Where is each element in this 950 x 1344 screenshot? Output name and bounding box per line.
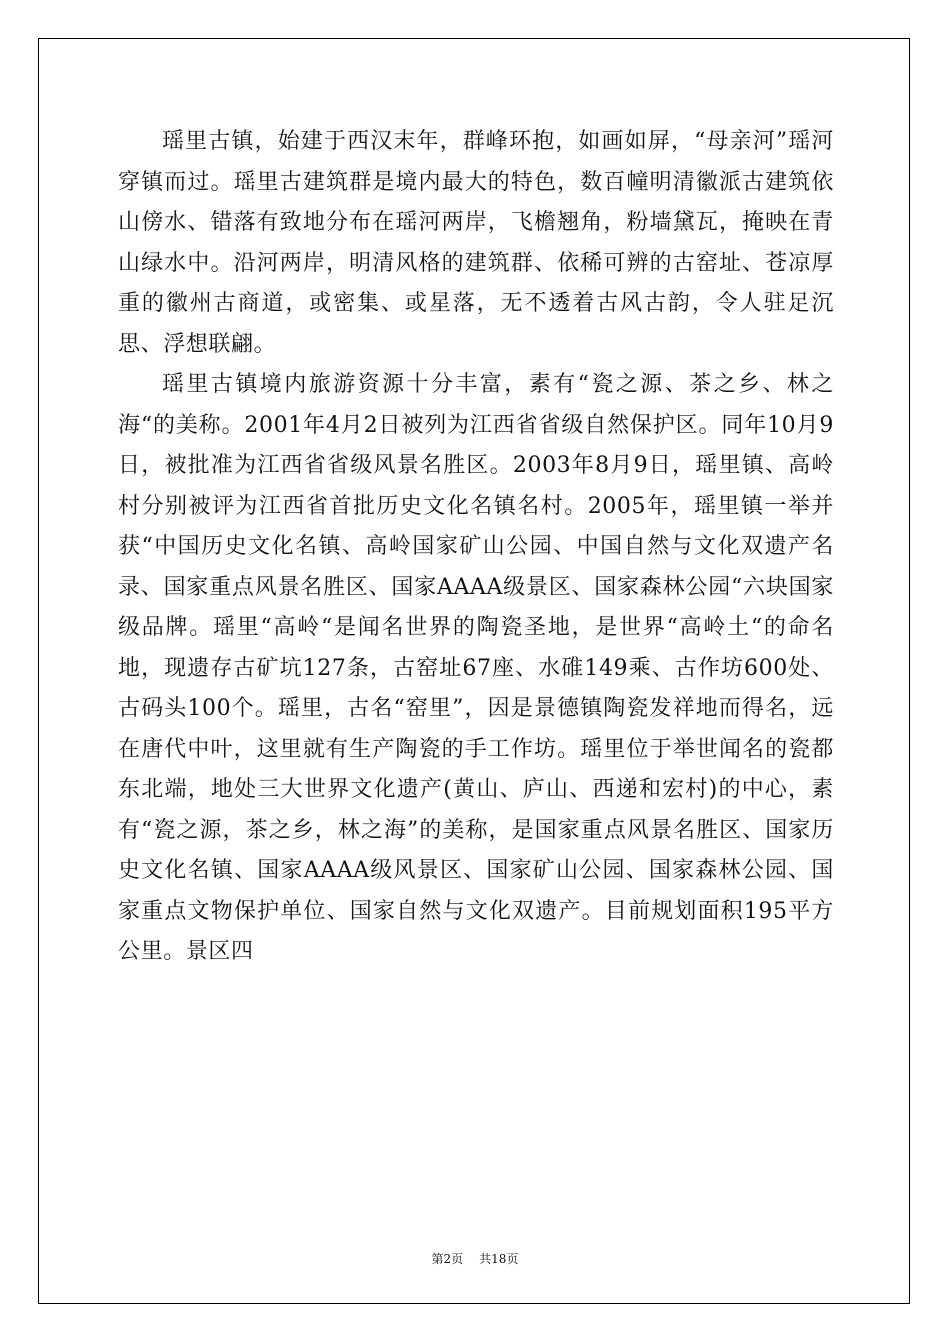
paragraph-2: 瑶里古镇境内旅游资源十分丰富，素有“瓷之源、茶之乡、林之海“的美称。2001年4月2日被列为江西省省级自然保护区。同年10月9日，被批准为江西省省级风景名胜区。2003年8月9日，瑶里镇、高岭村分别被评为江西省首批历史文化名镇名村。2005年，瑶里镇一举并获“中国历史文化名镇、高岭国家矿山公园、中国自然与文化双遗产名录、国家重点风景名胜区、国家AAAA级景区、国家森林公园“六块国家级品牌。瑶里“高岭“是闻名世界的陶瓷圣地，是世界“高岭土“的命名地，现遗存古矿坑127条，古窑址67座、水碓149乘、古作坊600处、古码头100个。瑶里，古名“窑里”，因是景德镇陶瓷发祥地而得名，远在唐代中叶，这里就有生产陶瓷的手工作坊。瑶里位于举世闻名的瓷都东北端，地处三大世界文化遗产(黄山、庐山、西递和宏村)的中心，素有“瓷之源，茶之乡，林之海”的美称，是国家重点风景名胜区、国家历史文化名镇、国家AAAA级风景区、国家矿山公园、国家森林公园、国家重点文物保护单位、国家自然与文化双遗产。目前规划面积195平方公里。景区四 [118,372,834,964]
page-total: 共18页 [479,1252,519,1266]
paragraph-1: 瑶里古镇，始建于西汉末年，群峰环抱，如画如屏，“母亲河”瑶河穿镇而过。瑶里古建筑群是境内最大的特色，数百幢明清徽派古建筑依山傍水、错落有致地分布在瑶河两岸，飞檐翘角，粉墙黛瓦，掩映在青山绿水中。沿河两岸，明清风格的建筑群、依稀可辨的古窑址、苍凉厚重的徽州古商道，或密集、或星落，无不透着古风古韵，令人驻足沉思、浮想联翩。 [118,129,834,357]
page-number: 第2页 [431,1252,464,1266]
page-footer [0,1251,950,1267]
document-body [118,122,834,973]
